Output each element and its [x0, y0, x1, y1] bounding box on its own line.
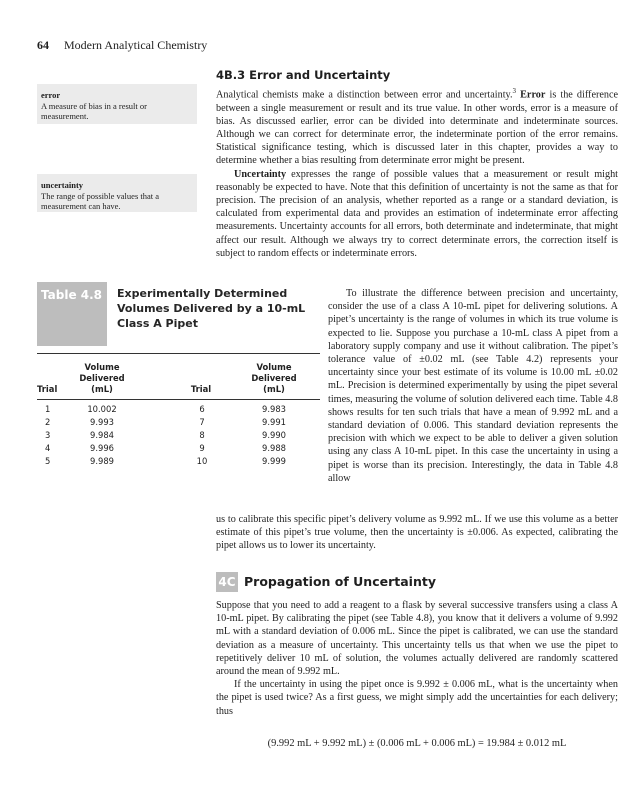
- margin-note-definition: The range of possible values that a measurement can have.: [41, 190, 160, 211]
- paragraph-text: expresses the range of possible values that a measurement or result might reasonably be expected to have. Note that this definition of uncertainty is not the same as that for precision. The precision of an analysis, whether reported as a range or a standard deviation, is calculated from experimental data and provides an estimation of indeterminate error affecting measurements. Uncertainty accounts for all errors, both determinate and indeterminate, that might affect our result. Although we always try to correct determinate errors, the correction itself is subject to random effects or indeterminate errors.: [216, 168, 618, 259]
- volume-cell: 9.999: [262, 456, 286, 466]
- table-caption: [37, 282, 320, 346]
- key-term: Uncertainty: [234, 168, 287, 180]
- volume-cell: 9.988: [262, 443, 286, 453]
- volume-cell: 9.984: [90, 430, 114, 440]
- table-rule-top: [37, 353, 320, 354]
- running-header: [37, 38, 207, 53]
- paragraph-text: is the difference between a single measurement or result and its true value. In other words, error is a measure of bias. As discussed earlier, error can be divided into determinate and indeterminate sources. Although we can correct for determinate error, the indeterminate portion of the error remains. Statistical significance testing, which is discussed later in this chapter, provides a way to determine whether a bias resulting from determinate error might be present.: [216, 89, 619, 167]
- volume-cell: 9.989: [90, 456, 114, 466]
- column-header-volume: Volume Delivered (mL): [251, 362, 297, 394]
- paragraph: To illustrate the difference between precision and uncertainty, consider the use of a class A 10-mL pipet for delivering solutions. A pipet’s uncertainty is the range of volumes in which its true volume is expected to lie. Suppose you purchase a 10-mL class A pipet from a laboratory supply company and use it without calibration. The pipet’s tolerance value of ±0.02 mL (see Table 4.2) represents your uncertainty since your best estimate of its volume is 10.00 mL ±0.02 mL. Precision is determined experimentally by using the pipet several times, measuring the volume of solution delivered each time. Table 4.8 shows results for ten such trials that have a mean of 9.992 mL and a standard deviation of 0.006. This standard deviation represents the precision with which we expect to be able to deliver a given solution using any class A 10-mL pipet. In this case the uncertainty in using a pipet is worse than its precision. Interestingly, the data in Table 4.8 allow: [328, 288, 618, 484]
- trial-cell: 6: [199, 404, 205, 414]
- equation: (9.992 mL + 9.992 mL) ± (0.006 mL + 0.006 mL) = 19.984 ± 0.012 mL: [267, 738, 567, 749]
- table-title: Experimentally Determined Volumes Delivered by a 10-mL Class A Pipet: [117, 287, 306, 330]
- section-title: Propagation of Uncertainty: [244, 574, 436, 589]
- paragraph: Suppose that you need to add a reagent to a flask by several successive transfers using a class A 10-mL pipet. By calibrating the pipet (see Table 4.8), you know that it delivers a volume of 9.992 mL with a standard deviation of 0.006 mL. Since the pipet is calibrated, we can use the standard deviation as a measure of uncertainty. This uncertainty tells us that when we use the pipet to repetitively deliver 10 mL of solution, the volumes actually delivered are randomly scattered around the mean of 9.992 mL.: [216, 600, 618, 678]
- paragraph-text: Analytical chemists make a distinction between error and uncertainty.: [216, 89, 513, 101]
- trial-cell: 1: [45, 404, 51, 414]
- table-rule-header: [37, 399, 320, 400]
- trial-cell: 7: [199, 417, 205, 427]
- volume-cell: 9.990: [262, 430, 286, 440]
- paragraph: [216, 85, 618, 168]
- table-label: Table 4.8: [37, 282, 107, 346]
- paragraph: us to calibrate this specific pipet’s delivery volume as 9.992 mL. If we use this volume as a better estimate of this pipet’s true volume, then the uncertainty is ±0.006. As expected, calibrating the pipet allows us to lower its uncertainty.: [216, 514, 618, 552]
- column-header-volume: Volume Delivered (mL): [79, 362, 125, 394]
- trial-cell: 9: [199, 443, 205, 453]
- margin-note-definition: A measure of bias in a result or measurement.: [41, 100, 147, 121]
- trial-cell: 10: [196, 456, 208, 466]
- section-4b3-wrap-column: [328, 287, 618, 485]
- volume-cell: 9.993: [90, 417, 114, 427]
- table-row: [37, 430, 320, 443]
- page-number: 64: [37, 38, 49, 52]
- section-4b3-continuation: [216, 513, 618, 553]
- table-row: [37, 456, 320, 469]
- table-row: [37, 417, 320, 430]
- volume-cell: 10.002: [87, 404, 117, 414]
- volume-cell: 9.991: [262, 417, 286, 427]
- column-header-trial: Trial: [190, 384, 212, 394]
- paragraph: If the uncertainty in using the pipet once is 9.992 ± 0.006 mL, what is the uncertainty when the pipet is used twice? As a first guess, we might simply add the uncertainties for each delivery; thus: [216, 679, 618, 717]
- paragraph: [216, 168, 618, 260]
- trial-cell: 4: [45, 443, 51, 453]
- margin-note-term: error: [41, 90, 61, 100]
- key-term: Error: [520, 89, 546, 101]
- table-row: [37, 443, 320, 456]
- margin-note-term: uncertainty: [41, 180, 84, 190]
- trial-cell: 2: [45, 417, 51, 427]
- book-title: Modern Analytical Chemistry: [64, 38, 208, 52]
- column-header-trial: Trial: [37, 384, 58, 394]
- table-body: [37, 404, 320, 469]
- section-4c-body: [216, 599, 618, 718]
- volume-cell: 9.983: [262, 404, 286, 414]
- table-row: [37, 404, 320, 417]
- margin-note-uncertainty: [37, 174, 197, 212]
- section-4b3-body: [216, 85, 618, 260]
- section-heading-4b3: 4B.3 Error and Uncertainty: [216, 68, 391, 82]
- margin-note-error: [37, 84, 197, 124]
- section-heading-4c: [216, 572, 516, 594]
- section-badge: 4C: [216, 572, 238, 592]
- trial-cell: 5: [45, 456, 51, 466]
- trial-cell: 3: [45, 430, 51, 440]
- volume-cell: 9.996: [90, 443, 114, 453]
- trial-cell: 8: [199, 430, 205, 440]
- footnote-ref: 3: [512, 87, 517, 95]
